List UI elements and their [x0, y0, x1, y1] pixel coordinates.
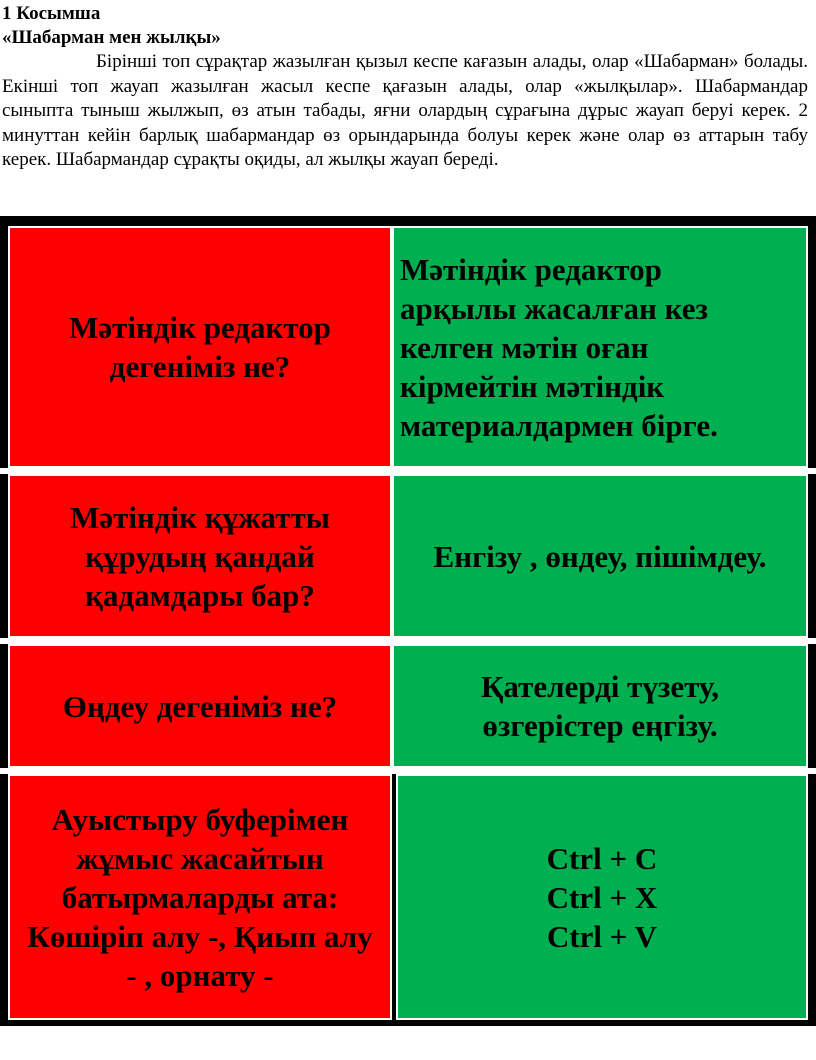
answer-card-2 [392, 474, 808, 638]
question-card-4 [8, 774, 392, 1020]
answer-text-1: Мәтіндік редактор арқылы жасалған кез келген мәтін оған кірмейтін мәтіндік материалдармен бірге. [400, 251, 718, 443]
answer-line-3: Ctrl + V [546, 918, 658, 954]
answer-text-3: Қателерді түзету, өзгерістер еңгізу. [480, 669, 720, 743]
answer-card-3 [392, 644, 808, 768]
answer-line-1: Ctrl + C [546, 840, 658, 876]
appendix-title: 1 Косымша [2, 3, 101, 24]
cards-table [0, 216, 816, 1026]
question-text-1: Мәтіндік редактор дегеніміз не? [69, 310, 331, 384]
game-title: «Шабарман мен жылқы» [2, 27, 221, 48]
document-header [2, 2, 812, 173]
instructions-paragraph: Бірінші топ сұрақтар жазылған қызыл кеспе кағазын алады, олар «Шабарман» болады. Екінші топ жауап жазылған жасыл кеспе қағазын алады, олар «жылқылар». Шабармандар сыныпта тыныш жылжып, өз атын табады, яғни олардың сұрағына дұрыс жауап беруі керек. 2 минуттан кейін барлық шабармандар өз орындарында болуы керек және олар өз аттарын табу керек. Шабармандар сұрақты оқиды, ал жылқы жауап береді. [2, 51, 808, 170]
question-card-3 [8, 644, 392, 768]
question-text-2: Мәтіндік құжатты құрудың қандай қадамдары бар? [70, 499, 330, 613]
answer-card-4 [396, 774, 808, 1020]
question-text-3: Өңдеу дегеніміз не? [62, 688, 338, 724]
question-card-2 [8, 474, 392, 638]
question-text-4: Ауыстыру буферімен жұмыс жасайтын батырмаларды ата: Көшіріп алу -, Қиып алу - , орнату - [27, 801, 373, 993]
answer-card-1 [392, 226, 808, 468]
answer-line-2: Ctrl + X [546, 879, 658, 915]
answer-text-2: Енгізу , өндеу, пішімдеу. [433, 538, 767, 574]
question-card-1 [8, 226, 392, 468]
